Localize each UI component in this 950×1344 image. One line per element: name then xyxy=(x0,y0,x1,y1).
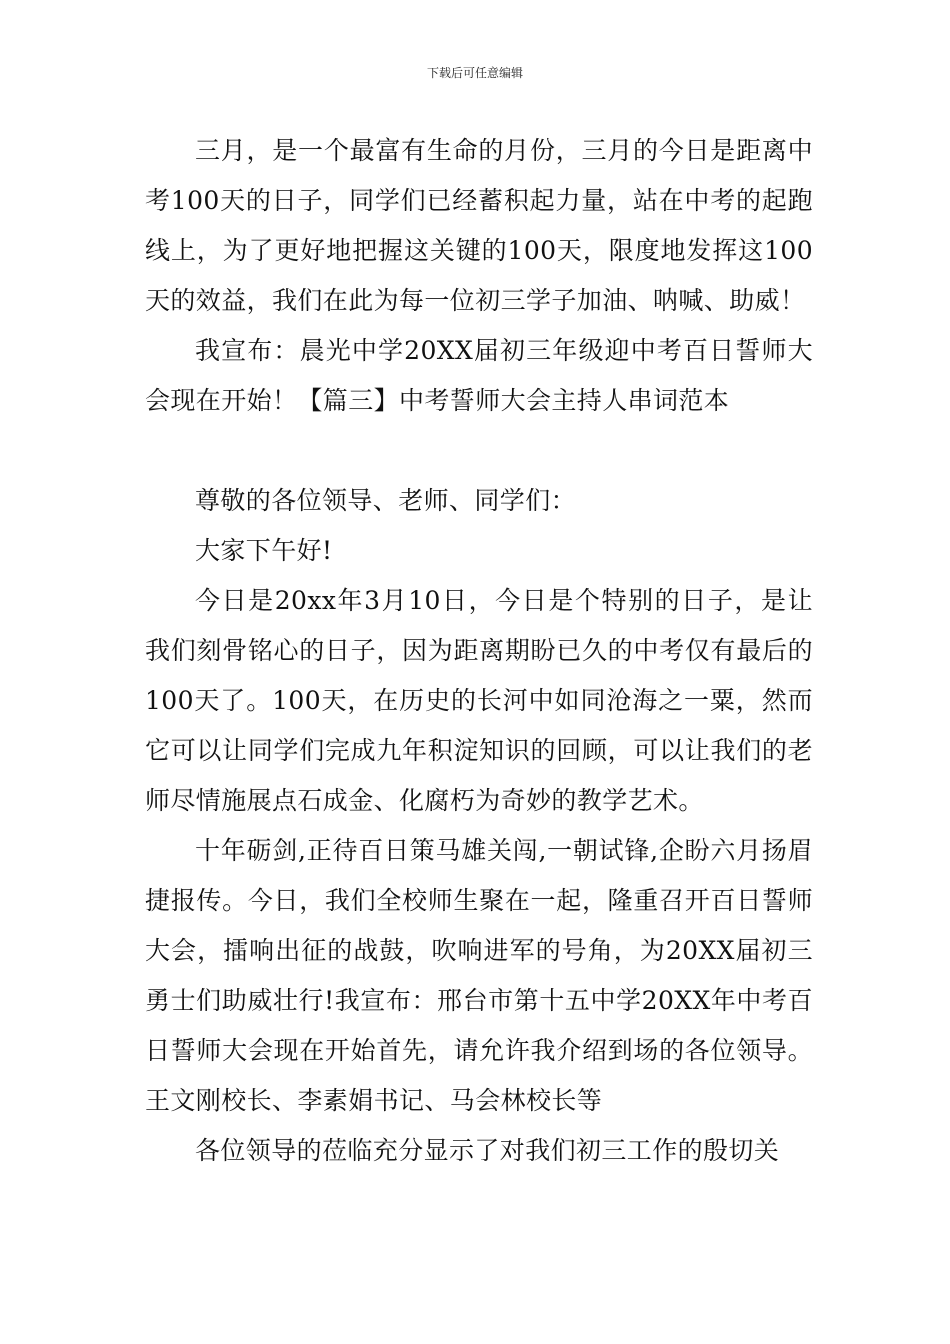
paragraph-march-intro: 三月，是一个最富有生命的月份，三月的今日是距离中考100天的日子，同学们已经蓄积起力量，站在中考的起跑线上，为了更好地把握这关键的100天，限度地发挥这100天的效益，我们在此为每一位初三学子加油、呐喊、助威！ xyxy=(145,136,813,315)
document-body xyxy=(145,126,813,1176)
paragraph-greeting-audience: 尊敬的各位领导、老师、同学们： xyxy=(195,486,577,515)
paragraph-ten-years: 十年砺剑,正待百日策马雄关闯,一朝试锋,企盼六月扬眉捷报传。今日，我们全校师生聚在一起，隆重召开百日誓师大会，擂响出征的战鼓，吹响进军的号角，为20XX届初三勇士们助威壮行!我宣布：邢台市第十五中学20XX年中考百日誓师大会现在开始首先，请允许我介绍到场的各位领导。王文刚校长、李素娟书记、马会林校长等 xyxy=(145,836,813,1115)
page-header: 下载后可任意编辑 xyxy=(426,66,523,80)
paragraph-date: 今日是20xx年3月10日，今日是个特别的日子，是让我们刻骨铭心的日子，因为距离期盼已久的中考仅有最后的100天了。100天，在历史的长河中如同沧海之一粟，然而它可以让同学们完成九年积淀知识的回顾，可以让我们的老师尽情施展点石成金、化腐朽为奇妙的教学艺术。 xyxy=(145,586,813,815)
paragraph-announcement: 我宣布：晨光中学20XX届初三年级迎中考百日誓师大会现在开始！【篇三】中考誓师大会主持人串词范本 xyxy=(145,336,813,415)
paragraph-good-afternoon: 大家下午好! xyxy=(195,536,333,565)
blank-line xyxy=(145,426,813,476)
paragraph-leaders-presence: 各位领导的莅临充分显示了对我们初三工作的殷切关 xyxy=(195,1136,780,1165)
